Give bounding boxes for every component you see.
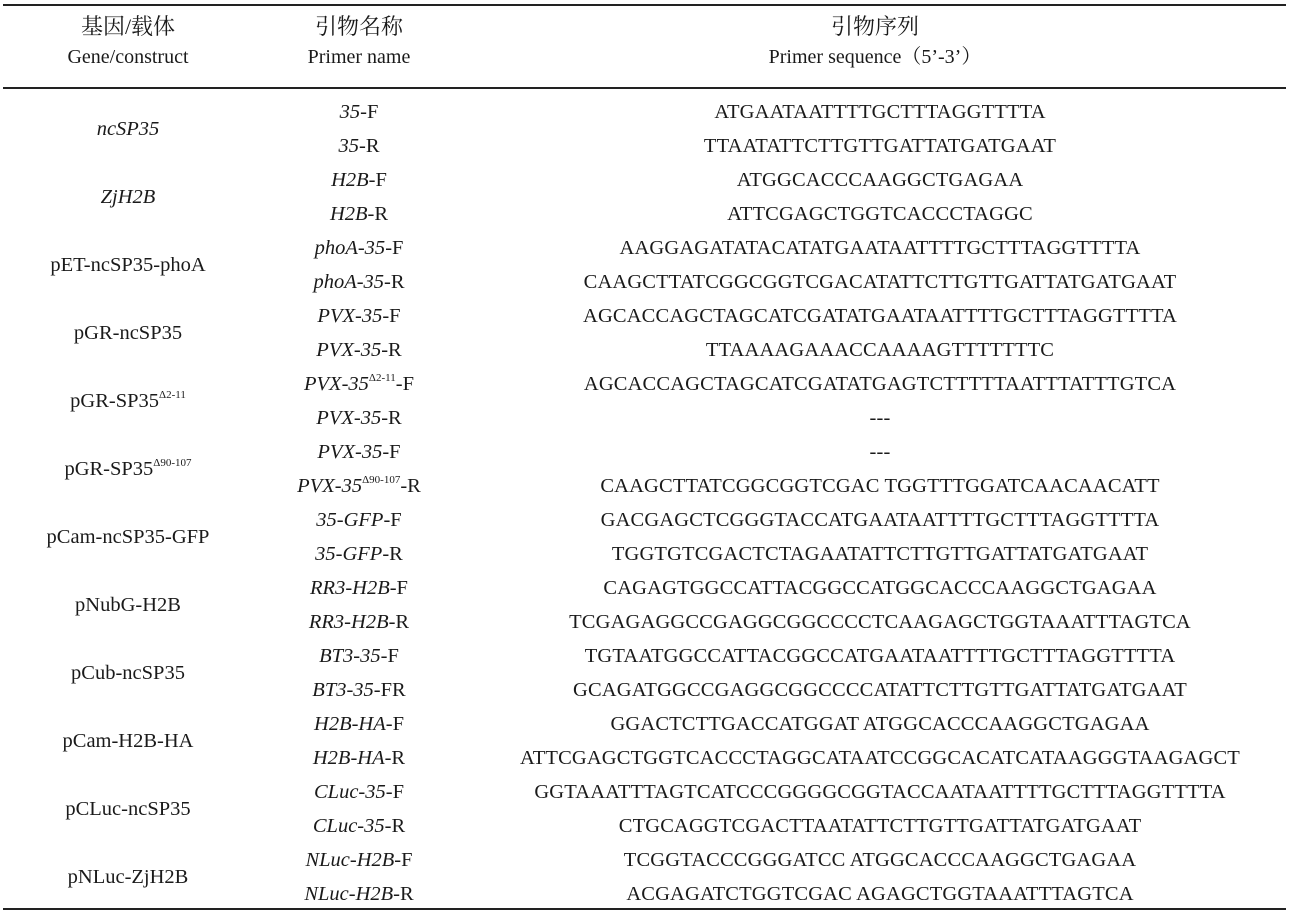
header-primer-name (256, 16, 462, 67)
construct-label: pNubG-H2B (75, 594, 181, 616)
primer-name-superscript: Δ2-11 (368, 372, 396, 384)
table-bottom-rule (3, 908, 1286, 910)
construct-label: ncSP35 (96, 118, 160, 140)
primer-name-cell (256, 231, 462, 265)
primer-sequence-cell: --- (869, 407, 891, 429)
primer-name-italic: PVX-35 (297, 475, 363, 497)
construct-cell (0, 843, 256, 911)
header-primer-sequence-en: Primer sequence（5’-3’） (768, 46, 982, 68)
construct-label: pGR-SP35 (64, 458, 154, 480)
primer-name-suffix: -F (383, 509, 402, 531)
primer-sequence-cell: CAGAGTGGCCATTACGGCCATGGCACCCAAGGCTGAGAA (603, 577, 1157, 599)
primer-name-suffix: -R (382, 543, 403, 565)
primer-name-suffix: -F (382, 441, 401, 463)
primer-name-cell (256, 265, 462, 299)
primer-name-italic: RR3-H2B (308, 611, 389, 633)
construct-cell (0, 367, 256, 435)
primer-sequence-cell: GGACTCTTGACCATGGAT ATGGCACCCAAGGCTGAGAA (610, 713, 1150, 735)
construct-cell (0, 299, 256, 367)
header-gene-construct-en: Gene/construct (67, 46, 189, 68)
primer-name-cell (256, 571, 462, 605)
primer-sequence-cell: ATTCGAGCTGGTCACCCTAGGCATAATCCGGCACATCATAAGGGTAAGAGCT (520, 747, 1240, 769)
primer-name-italic: NLuc-H2B (304, 883, 394, 905)
primer-name-italic: 35-GFP (315, 543, 383, 565)
primer-name-cell (256, 129, 462, 163)
primer-sequence-cell: ACGAGATCTGGTCGAC AGAGCTGGTAAATTTAGTCA (626, 883, 1134, 905)
primer-name-suffix: -R (384, 815, 406, 837)
primer-name-italic: H2B (331, 169, 369, 191)
primer-sequence-cell: ATGGCACCCAAGGCTGAGAA (736, 169, 1024, 191)
construct-cell (0, 775, 256, 843)
header-primer-sequence (462, 16, 1288, 67)
primer-name-suffix: -FR (373, 679, 406, 701)
construct-cell (0, 163, 256, 231)
primer-name-cell (256, 605, 462, 639)
primer-name-cell (256, 435, 462, 469)
primer-name-italic: PVX-35 (317, 305, 383, 327)
primer-name-suffix: -R (384, 747, 406, 769)
primer-sequence-cell: AAGGAGATATACATATGAATAATTTTGCTTTAGGTTTTA (619, 237, 1141, 259)
primer-name-suffix: -R (388, 611, 410, 633)
primer-name-italic: RR3-H2B (310, 577, 390, 599)
primer-sequence-cell: CAAGCTTATCGGCGGTCGACATATTCTTGTTGATTATGATGAAT (583, 271, 1177, 293)
primer-name-italic: PVX-35 (316, 407, 382, 429)
header-gene-construct-zh: 基因/载体 (80, 14, 176, 39)
construct-cell (0, 95, 256, 163)
primer-sequence-cell: AGCACCAGCTAGCATCGATATGAGTCTTTTTAATTTATTTGTCA (583, 373, 1177, 395)
primer-sequence-cell: TGTAATGGCCATTACGGCCATGAATAATTTTGCTTTAGGTTTTA (584, 645, 1176, 667)
construct-label: pCam-ncSP35-GFP (46, 526, 210, 548)
primer-name-italic: H2B-HA (312, 747, 385, 769)
primer-name-italic: CLuc-35 (312, 815, 385, 837)
header-bottom-rule (3, 87, 1286, 89)
construct-label: pCam-H2B-HA (62, 730, 194, 752)
primer-sequence-cell: CTGCAGGTCGACTTAATATTCTTGTTGATTATGATGAAT (618, 815, 1142, 837)
primer-sequence-cell: ATTCGAGCTGGTCACCCTAGGC (727, 203, 1033, 225)
construct-superscript: Δ90-107 (153, 457, 192, 469)
construct-label: pGR-SP35 (70, 390, 159, 412)
primer-name-cell (256, 809, 462, 843)
primer-name-cell (256, 299, 462, 333)
primer-name-italic: NLuc-H2B (305, 849, 395, 871)
primer-name-cell (256, 163, 462, 197)
primer-name-italic: 35 (338, 135, 359, 157)
header-primer-sequence-zh: 引物序列 (830, 14, 919, 39)
primer-name-italic: phoA-35 (314, 237, 386, 259)
primer-name-cell (256, 843, 462, 877)
primer-sequence-cell: ATGAATAATTTTGCTTTAGGTTTTA (714, 101, 1046, 123)
primer-name-italic: H2B-HA (314, 713, 386, 735)
primer-name-suffix: -R (367, 203, 389, 225)
primer-name-suffix: -R (393, 883, 414, 905)
primer-name-suffix: -F (360, 101, 379, 123)
header-primer-name-en: Primer name (307, 46, 411, 68)
primer-name-italic: BT3-35 (312, 679, 374, 701)
primer-name-italic: 35-GFP (316, 509, 384, 531)
primer-name-suffix: -F (385, 781, 404, 803)
primer-name-cell (256, 741, 462, 775)
primer-sequence-cell: TTAATATTCTTGTTGATTATGATGAAT (703, 135, 1057, 157)
primer-name-italic: 35 (339, 101, 361, 123)
primer-sequence-cell: GACGAGCTCGGGTACCATGAATAATTTTGCTTTAGGTTTTA (600, 509, 1160, 531)
primer-name-suffix: -F (394, 849, 413, 871)
construct-cell (0, 231, 256, 299)
primer-name-cell (256, 469, 462, 503)
primer-name-suffix: -F (380, 645, 399, 667)
primer-name-italic: CLuc-35 (314, 781, 386, 803)
construct-cell (0, 503, 256, 571)
construct-label: pGR-ncSP35 (73, 322, 183, 344)
construct-label: pNLuc-ZjH2B (67, 866, 189, 888)
primer-name-italic: PVX-35 (317, 441, 383, 463)
primer-name-italic: BT3-35 (319, 645, 381, 667)
primer-sequence-cell: GGTAAATTTAGTCATCCCGGGGCGGTACCAATAATTTTGCTTTAGGTTTTA (534, 781, 1226, 803)
primer-name-italic: PVX-35 (304, 373, 369, 395)
primer-name-suffix: -R (381, 407, 402, 429)
primer-name-suffix: -R (381, 339, 402, 361)
table-top-rule (3, 4, 1286, 6)
primer-name-suffix: -F (385, 237, 404, 259)
construct-cell (0, 707, 256, 775)
primer-name-suffix: -F (382, 305, 401, 327)
primer-name-suffix: -R (384, 271, 405, 293)
primer-name-suffix: -F (389, 577, 408, 599)
primer-name-cell (256, 673, 462, 707)
primer-name-cell (256, 639, 462, 673)
primer-sequence-cell: TGGTGTCGACTCTAGAATATTCTTGTTGATTATGATGAAT (611, 543, 1149, 565)
primer-sequence-cell: TCGAGAGGCCGAGGCGGCCCCTCAAGAGCTGGTAAATTTAGTCA (569, 611, 1191, 633)
primer-sequence-cell: TTAAAAGAAACCAAAAGTTTTTTTC (705, 339, 1055, 361)
primer-name-cell (256, 707, 462, 741)
primer-name-superscript: Δ90-107 (362, 474, 401, 486)
primer-sequence-cell: AGCACCAGCTAGCATCGATATGAATAATTTTGCTTTAGGTTTTA (583, 305, 1177, 327)
primer-name-cell (256, 877, 462, 911)
primer-name-cell (256, 775, 462, 809)
primer-name-cell (256, 95, 462, 129)
construct-label: pCLuc-ncSP35 (65, 798, 191, 820)
primer-name-italic: phoA-35 (313, 271, 385, 293)
construct-cell (0, 435, 256, 503)
primer-name-suffix: -R (359, 135, 380, 157)
primer-name-cell (256, 503, 462, 537)
primer-name-cell (256, 333, 462, 367)
header-primer-name-zh: 引物名称 (314, 14, 403, 39)
primer-name-suffix: -F (385, 713, 404, 735)
primer-name-italic: PVX-35 (316, 339, 382, 361)
primer-name-suffix: -R (400, 475, 421, 497)
primer-name-cell (256, 401, 462, 435)
construct-label: ZjH2B (100, 186, 156, 208)
construct-label: pET-ncSP35-phoA (50, 254, 206, 276)
construct-cell (0, 571, 256, 639)
primer-name-cell (256, 367, 462, 401)
construct-superscript: Δ2-11 (159, 389, 186, 401)
primer-sequence-cell: TCGGTACCCGGGATCC ATGGCACCCAAGGCTGAGAA (623, 849, 1137, 871)
construct-cell (0, 639, 256, 707)
primer-name-suffix: -F (368, 169, 387, 191)
primer-name-suffix: -F (395, 373, 414, 395)
primer-name-cell (256, 197, 462, 231)
primer-sequence-cell: CAAGCTTATCGGCGGTCGAC TGGTTTGGATCAACAACATT (600, 475, 1160, 497)
primer-sequence-cell: --- (869, 441, 891, 463)
primer-sequence-cell: GCAGATGGCCGAGGCGGCCCCATATTCTTGTTGATTATGATGAAT (573, 679, 1187, 701)
construct-label: pCub-ncSP35 (71, 662, 185, 684)
primer-name-italic: H2B (329, 203, 368, 225)
header-gene-construct (0, 16, 256, 67)
primer-name-cell (256, 537, 462, 571)
